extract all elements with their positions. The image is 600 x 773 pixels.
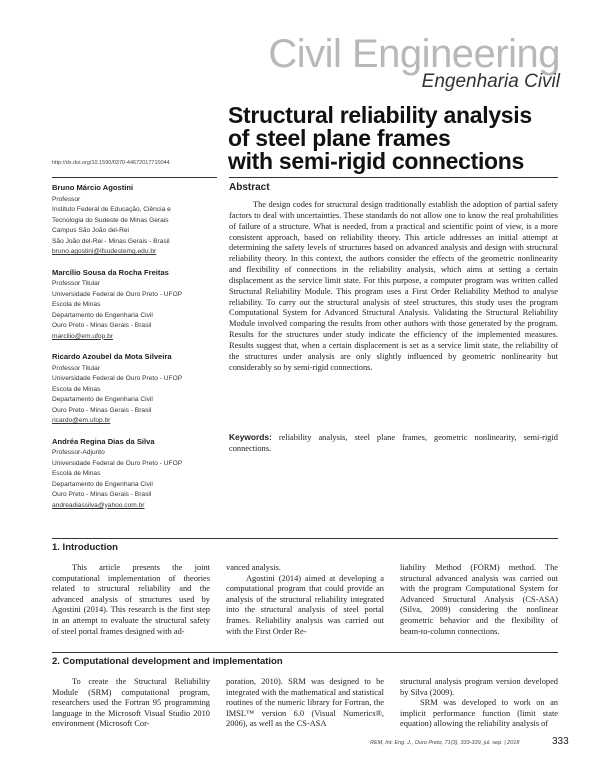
author-affiliation-line: São João del-Rei - Minas Gerais - Brasil (52, 237, 170, 245)
author-affiliation-line: Escola de Minas (52, 470, 101, 477)
page-number: 333 (552, 736, 569, 747)
author-affiliation-line: Instituto Federal de Educação, Ciência e (52, 206, 171, 213)
section2-column-2 (226, 677, 384, 730)
keywords (229, 432, 558, 455)
intro-column-1 (52, 563, 210, 637)
abstract-body (229, 200, 558, 374)
keywords-list: reliability analysis, steel plane frames, geometric nonlinearity, semi-rigid connections. (229, 433, 558, 453)
journal-title: Civil Engineering (268, 32, 560, 76)
author-email-link[interactable]: andreadiassilva@yahoo.com.br (52, 501, 145, 509)
article-title-line: Structural reliability analysis (228, 102, 532, 128)
intro-column-3 (400, 563, 558, 637)
article-title (228, 104, 558, 173)
author-divider (52, 177, 217, 178)
paragraph: liability Method (FORM) method. The structural advanced analysis was carried out with the program Computational System for Advanced Structural Analysis (CS-ASA) (Silva, 2009) considering the nonlinear geometric behavior and the flexibility of beam-to-column connections. (400, 563, 558, 636)
paragraph: structural analysis program version developed by Silva (2009). (400, 677, 558, 697)
author-affiliation-line: Campus São João del-Rei (52, 227, 129, 234)
author-name: Ricardo Azoubel da Mota Silveira (52, 352, 172, 361)
section-heading-introduction: 1. Introduction (52, 542, 118, 553)
abstract-heading: Abstract (229, 182, 270, 193)
author-affiliation-line: Departamento de Engenharia Civil (52, 311, 153, 319)
author-name: Andréa Regina Dias da Silva (52, 436, 155, 446)
doi-link[interactable]: http://dx.doi.org/10.1590/0370-44672017710044 (52, 160, 170, 166)
author-affiliation-line: Professor-Adjunto (52, 449, 105, 456)
article-title-line: of steel plane frames (228, 125, 451, 151)
author-list (52, 183, 222, 521)
author-block (52, 437, 222, 512)
author-affiliation-line: Escola de Minas (52, 301, 101, 308)
author-affiliation-line: Universidade Federal de Ouro Preto - UFOP (52, 290, 183, 298)
author-affiliation-line: Professor Titular (52, 364, 101, 372)
paragraph: Agostini (2014) aimed at developing a computational program that could provide an analysis of the structural reliability integrated into the structural analysis of steel portal frames. Reliability analysis was carried out with the First Order Re- (226, 573, 384, 636)
author-block (52, 268, 222, 343)
author-affiliation-line: Universidade Federal de Ouro Preto - UFOP (52, 375, 183, 382)
author-affiliation-line: Ouro Preto - Minas Gerais - Brasil (52, 491, 152, 498)
journal-subtitle: Engenharia Civil (421, 71, 560, 92)
author-affiliation-line: Departamento de Engenharia Civil (52, 480, 153, 488)
author-block (52, 183, 222, 258)
author-name: Marcílio Sousa da Rocha Freitas (52, 267, 169, 277)
section2-column-1 (52, 677, 210, 730)
author-affiliation-line: Departamento de Engenharia Civil (52, 396, 153, 403)
author-block (52, 352, 222, 427)
author-email-link[interactable]: marcilio@em.ufop.br (52, 332, 113, 340)
paragraph: To create the Structural Reliability Module (SRM) computational program, researchers used the Fortran 95 programming language in the Microsoft Visual Studio 2010 environment (Microsoft Cor- (52, 677, 210, 729)
paragraph: vanced analysis. (226, 563, 281, 572)
paragraph: This article presents the joint computational implementation of theories related to structural reliability and the advanced analysis of structures used by Agostini (2014). This research is the first step in an attempt to evaluate the structural safety of steel portal frames designed with ad- (52, 563, 210, 636)
paragraph: poration, 2010). SRM was designed to be integrated with the mathematical and statistical routines of the numeric library for Fortran, the IMSL™ version 6.0 (Visual Numerics®, 2006), as well as the CS-ASA (226, 677, 384, 729)
author-affiliation-line: Escola de Minas (52, 385, 101, 393)
keywords-label: Keywords: (229, 432, 272, 442)
section-divider (52, 652, 558, 653)
author-affiliation-line: Professor (52, 195, 81, 203)
section-heading-computational-development: 2. Computational development and implementation (52, 656, 283, 667)
author-affiliation-line: Tecnologia do Sudeste de Minas Gerais (52, 216, 169, 224)
author-email-link[interactable]: bruno.agostini@ifsudestemg.edu.br (52, 248, 157, 255)
abstract-divider (229, 177, 558, 178)
footer-citation: REM, Int. Eng. J., Ouro Preto, 71(3), 333-339, jul. sep. | 2018 (370, 740, 520, 746)
intro-column-2 (226, 563, 384, 637)
author-affiliation-line: Ouro Preto - Minas Gerais - Brasil (52, 322, 152, 329)
author-email-link[interactable]: ricardo@em.ufop.br (52, 417, 111, 424)
section-divider (52, 538, 558, 539)
section2-column-3 (400, 677, 558, 730)
author-affiliation-line: Universidade Federal de Ouro Preto - UFOP (52, 459, 183, 467)
author-affiliation-line: Professor Titular (52, 280, 101, 287)
paragraph: SRM was developed to work on an implicit performance function (limit state equation) allowing the reliability analysis of (400, 698, 558, 729)
abstract-paragraph: The design codes for structural design traditionally establish the adoption of partial safety factors to deal with uncertainties. These standards do not allow one to know the real probabilities of failure of a structure. What is needed, from a practical and scientific point of view, is a more consistent approach, based on reliability theory. This article addresses an initial attempt at determining the safety levels of structures based on advanced analysis and design with structural reliability theory. In this context, the authors consider the effects of the geometric nonlinearity and flexibility of connections in the reliability analysis, which aims at setting a certain displacement as the service limit state. For this purpose, a computer program was written called Structural Reliability Module. This program uses a First Order Reliability Method to analyse reliability. To carry out the structural analysis of steel structures, this study uses the program Computational System for Advanced Structural Analysis. Validating the Structural Reliability Module involved comparing the results from other authors with those generated by the program. Results for the structures under study indicate the efficiency of the implemented measures. Results suggest that, when a certain displacement is set as a service limit state, the reliability of the structures under analysis are only slightly influenced by geometric nonlinearity but considerably so by semi-rigid connections. (229, 200, 558, 372)
author-affiliation-line: Ouro Preto - Minas Gerais - Brasil (52, 406, 152, 414)
article-title-line: with semi-rigid connections (228, 148, 525, 174)
author-name: Bruno Márcio Agostini (52, 183, 134, 192)
